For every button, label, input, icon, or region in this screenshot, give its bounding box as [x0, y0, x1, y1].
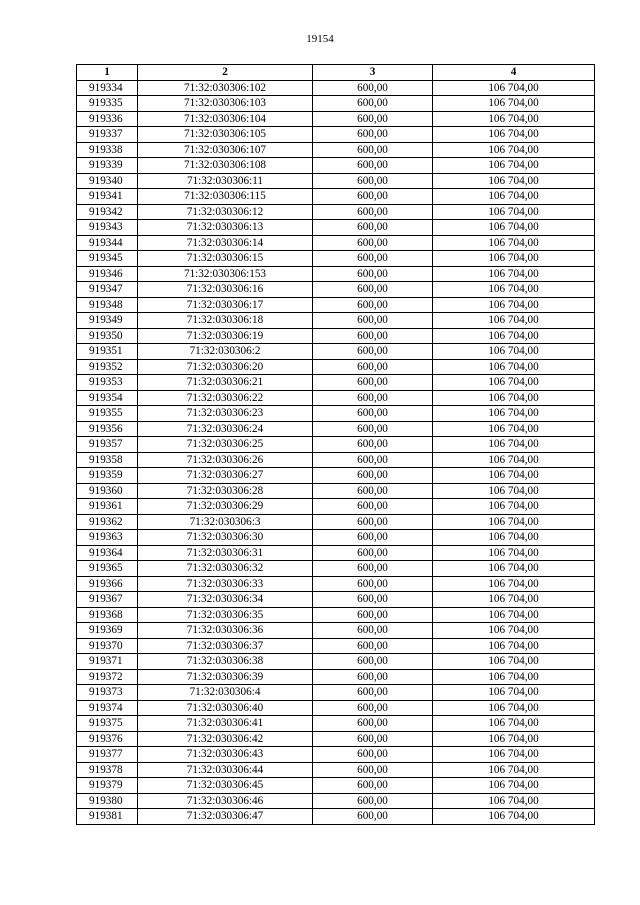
table-cell-col-2: 71:32:030306:45 — [138, 778, 313, 794]
table-cell-col-3: 600,00 — [313, 127, 433, 143]
table-cell-col-1: 919335 — [77, 96, 138, 112]
table-cell-col-3: 600,00 — [313, 793, 433, 809]
table-cell-col-3: 600,00 — [313, 220, 433, 236]
table-cell-col-4: 106 704,00 — [433, 251, 595, 267]
table-row — [77, 390, 595, 406]
table-cell-col-1: 919380 — [77, 793, 138, 809]
table-cell-col-4: 106 704,00 — [433, 173, 595, 189]
table-cell-col-2: 71:32:030306:24 — [138, 421, 313, 437]
table-cell-col-2: 71:32:030306:105 — [138, 127, 313, 143]
table-cell-col-2: 71:32:030306:103 — [138, 96, 313, 112]
table-cell-col-2: 71:32:030306:4 — [138, 685, 313, 701]
table-cell-col-2: 71:32:030306:15 — [138, 251, 313, 267]
table-row — [77, 561, 595, 577]
table-cell-col-4: 106 704,00 — [433, 669, 595, 685]
table-cell-col-2: 71:32:030306:38 — [138, 654, 313, 670]
table-cell-col-3: 600,00 — [313, 762, 433, 778]
table-cell-col-4: 106 704,00 — [433, 158, 595, 174]
table-cell-col-1: 919340 — [77, 173, 138, 189]
table-cell-col-4: 106 704,00 — [433, 80, 595, 96]
table-cell-col-4: 106 704,00 — [433, 344, 595, 360]
table-cell-col-3: 600,00 — [313, 623, 433, 639]
table-cell-col-2: 71:32:030306:153 — [138, 266, 313, 282]
table-cell-col-2: 71:32:030306:16 — [138, 282, 313, 298]
table-cell-col-1: 919369 — [77, 623, 138, 639]
table-cell-col-4: 106 704,00 — [433, 561, 595, 577]
table-cell-col-1: 919348 — [77, 297, 138, 313]
table-cell-col-2: 71:32:030306:33 — [138, 576, 313, 592]
table-cell-col-1: 919353 — [77, 375, 138, 391]
table-row — [77, 654, 595, 670]
table-cell-col-3: 600,00 — [313, 313, 433, 329]
table-row — [77, 96, 595, 112]
table-cell-col-3: 600,00 — [313, 189, 433, 205]
table-row — [77, 483, 595, 499]
header-row — [77, 65, 595, 81]
table-cell-col-1: 919343 — [77, 220, 138, 236]
table-row — [77, 80, 595, 96]
table-cell-col-4: 106 704,00 — [433, 189, 595, 205]
table-cell-col-1: 919364 — [77, 545, 138, 561]
table-row — [77, 545, 595, 561]
table-row — [77, 375, 595, 391]
table-cell-col-1: 919355 — [77, 406, 138, 422]
table-row — [77, 437, 595, 453]
table-cell-col-1: 919342 — [77, 204, 138, 220]
table-cell-col-4: 106 704,00 — [433, 406, 595, 422]
table-cell-col-4: 106 704,00 — [433, 638, 595, 654]
table-cell-col-3: 600,00 — [313, 375, 433, 391]
table-cell-col-4: 106 704,00 — [433, 127, 595, 143]
table-row — [77, 747, 595, 763]
table-cell-col-4: 106 704,00 — [433, 437, 595, 453]
table-cell-col-4: 106 704,00 — [433, 747, 595, 763]
table-cell-col-4: 106 704,00 — [433, 592, 595, 608]
table-cell-col-3: 600,00 — [313, 111, 433, 127]
table-row — [77, 344, 595, 360]
table-cell-col-4: 106 704,00 — [433, 282, 595, 298]
table-row — [77, 778, 595, 794]
table-cell-col-1: 919344 — [77, 235, 138, 251]
table-cell-col-4: 106 704,00 — [433, 313, 595, 329]
table-cell-col-2: 71:32:030306:12 — [138, 204, 313, 220]
column-header-3: 3 — [313, 65, 433, 81]
table-cell-col-4: 106 704,00 — [433, 235, 595, 251]
table-cell-col-1: 919336 — [77, 111, 138, 127]
column-header-2: 2 — [138, 65, 313, 81]
table-row — [77, 809, 595, 825]
table-cell-col-2: 71:32:030306:46 — [138, 793, 313, 809]
table-cell-col-2: 71:32:030306:104 — [138, 111, 313, 127]
table-cell-col-4: 106 704,00 — [433, 266, 595, 282]
table-cell-col-1: 919358 — [77, 452, 138, 468]
table-body — [77, 80, 595, 824]
table-cell-col-3: 600,00 — [313, 592, 433, 608]
table-cell-col-4: 106 704,00 — [433, 297, 595, 313]
table-cell-col-1: 919365 — [77, 561, 138, 577]
table-cell-col-4: 106 704,00 — [433, 530, 595, 546]
table-cell-col-1: 919354 — [77, 390, 138, 406]
table-cell-col-4: 106 704,00 — [433, 731, 595, 747]
table-cell-col-4: 106 704,00 — [433, 359, 595, 375]
table-cell-col-3: 600,00 — [313, 638, 433, 654]
table-cell-col-3: 600,00 — [313, 297, 433, 313]
table-cell-col-2: 71:32:030306:31 — [138, 545, 313, 561]
table-cell-col-4: 106 704,00 — [433, 111, 595, 127]
table-cell-col-3: 600,00 — [313, 328, 433, 344]
table-cell-col-3: 600,00 — [313, 483, 433, 499]
table-row — [77, 189, 595, 205]
table-cell-col-2: 71:32:030306:37 — [138, 638, 313, 654]
table-cell-col-3: 600,00 — [313, 530, 433, 546]
table-row — [77, 623, 595, 639]
table-cell-col-4: 106 704,00 — [433, 762, 595, 778]
table-row — [77, 685, 595, 701]
table-cell-col-4: 106 704,00 — [433, 654, 595, 670]
table-row — [77, 251, 595, 267]
table-cell-col-2: 71:32:030306:35 — [138, 607, 313, 623]
table-cell-col-1: 919371 — [77, 654, 138, 670]
table-cell-col-1: 919377 — [77, 747, 138, 763]
table-cell-col-4: 106 704,00 — [433, 514, 595, 530]
table-cell-col-4: 106 704,00 — [433, 809, 595, 825]
table-cell-col-3: 600,00 — [313, 266, 433, 282]
table-row — [77, 514, 595, 530]
table-cell-col-3: 600,00 — [313, 452, 433, 468]
table-cell-col-1: 919359 — [77, 468, 138, 484]
table-cell-col-1: 919337 — [77, 127, 138, 143]
table-row — [77, 328, 595, 344]
table-cell-col-3: 600,00 — [313, 685, 433, 701]
table-row — [77, 282, 595, 298]
table-cell-col-4: 106 704,00 — [433, 96, 595, 112]
table-cell-col-2: 71:32:030306:3 — [138, 514, 313, 530]
table-cell-col-4: 106 704,00 — [433, 716, 595, 732]
table-cell-col-1: 919372 — [77, 669, 138, 685]
column-header-4: 4 — [433, 65, 595, 81]
table-row — [77, 592, 595, 608]
table-cell-col-4: 106 704,00 — [433, 452, 595, 468]
table-cell-col-4: 106 704,00 — [433, 375, 595, 391]
table-row — [77, 762, 595, 778]
table-row — [77, 576, 595, 592]
table-cell-col-2: 71:32:030306:22 — [138, 390, 313, 406]
table-row — [77, 669, 595, 685]
table-cell-col-2: 71:32:030306:13 — [138, 220, 313, 236]
table-cell-col-1: 919357 — [77, 437, 138, 453]
table-cell-col-3: 600,00 — [313, 731, 433, 747]
table-cell-col-2: 71:32:030306:42 — [138, 731, 313, 747]
table-cell-col-2: 71:32:030306:34 — [138, 592, 313, 608]
page-number: 19154 — [306, 33, 334, 45]
table-cell-col-1: 919334 — [77, 80, 138, 96]
table-cell-col-3: 600,00 — [313, 778, 433, 794]
table-cell-col-1: 919352 — [77, 359, 138, 375]
table-header — [77, 65, 595, 81]
table-cell-col-2: 71:32:030306:36 — [138, 623, 313, 639]
table-cell-col-3: 600,00 — [313, 747, 433, 763]
table-cell-col-3: 600,00 — [313, 700, 433, 716]
table-cell-col-4: 106 704,00 — [433, 499, 595, 515]
table-cell-col-4: 106 704,00 — [433, 576, 595, 592]
table-row — [77, 313, 595, 329]
table-cell-col-3: 600,00 — [313, 173, 433, 189]
table-cell-col-3: 600,00 — [313, 406, 433, 422]
table-cell-col-2: 71:32:030306:27 — [138, 468, 313, 484]
table-cell-col-1: 919356 — [77, 421, 138, 437]
table-cell-col-2: 71:32:030306:115 — [138, 189, 313, 205]
table-cell-col-2: 71:32:030306:21 — [138, 375, 313, 391]
table-cell-col-2: 71:32:030306:47 — [138, 809, 313, 825]
table-cell-col-2: 71:32:030306:29 — [138, 499, 313, 515]
table-cell-col-4: 106 704,00 — [433, 142, 595, 158]
data-table — [76, 64, 595, 825]
table-row — [77, 530, 595, 546]
table-cell-col-2: 71:32:030306:44 — [138, 762, 313, 778]
table-cell-col-1: 919363 — [77, 530, 138, 546]
table-cell-col-2: 71:32:030306:30 — [138, 530, 313, 546]
table-cell-col-2: 71:32:030306:26 — [138, 452, 313, 468]
table-cell-col-4: 106 704,00 — [433, 390, 595, 406]
table-cell-col-3: 600,00 — [313, 251, 433, 267]
table-cell-col-2: 71:32:030306:43 — [138, 747, 313, 763]
table-cell-col-4: 106 704,00 — [433, 204, 595, 220]
table-cell-col-1: 919378 — [77, 762, 138, 778]
table-cell-col-2: 71:32:030306:28 — [138, 483, 313, 499]
table-cell-col-3: 600,00 — [313, 669, 433, 685]
table-cell-col-4: 106 704,00 — [433, 778, 595, 794]
table-cell-col-3: 600,00 — [313, 437, 433, 453]
table-cell-col-2: 71:32:030306:23 — [138, 406, 313, 422]
table-cell-col-3: 600,00 — [313, 80, 433, 96]
table-cell-col-3: 600,00 — [313, 158, 433, 174]
table-cell-col-4: 106 704,00 — [433, 468, 595, 484]
table-cell-col-3: 600,00 — [313, 390, 433, 406]
column-header-1: 1 — [77, 65, 138, 81]
table-row — [77, 158, 595, 174]
table-row — [77, 452, 595, 468]
table-row — [77, 235, 595, 251]
table-cell-col-4: 106 704,00 — [433, 545, 595, 561]
table-cell-col-1: 919362 — [77, 514, 138, 530]
table-cell-col-4: 106 704,00 — [433, 685, 595, 701]
table-cell-col-2: 71:32:030306:102 — [138, 80, 313, 96]
table-cell-col-4: 106 704,00 — [433, 220, 595, 236]
table-cell-col-3: 600,00 — [313, 499, 433, 515]
table-cell-col-3: 600,00 — [313, 654, 433, 670]
table-cell-col-3: 600,00 — [313, 282, 433, 298]
table-cell-col-3: 600,00 — [313, 809, 433, 825]
table-cell-col-1: 919338 — [77, 142, 138, 158]
table-cell-col-3: 600,00 — [313, 344, 433, 360]
table-cell-col-2: 71:32:030306:32 — [138, 561, 313, 577]
table-cell-col-3: 600,00 — [313, 561, 433, 577]
table-cell-col-4: 106 704,00 — [433, 483, 595, 499]
table-cell-col-2: 71:32:030306:20 — [138, 359, 313, 375]
table-row — [77, 266, 595, 282]
table-cell-col-3: 600,00 — [313, 514, 433, 530]
table-row — [77, 731, 595, 747]
table-cell-col-3: 600,00 — [313, 545, 433, 561]
table-cell-col-2: 71:32:030306:41 — [138, 716, 313, 732]
table-row — [77, 638, 595, 654]
table-cell-col-2: 71:32:030306:2 — [138, 344, 313, 360]
table-row — [77, 297, 595, 313]
table-cell-col-2: 71:32:030306:25 — [138, 437, 313, 453]
table-row — [77, 173, 595, 189]
table-cell-col-1: 919379 — [77, 778, 138, 794]
table-row — [77, 359, 595, 375]
table-row — [77, 607, 595, 623]
table-cell-col-1: 919370 — [77, 638, 138, 654]
table-cell-col-1: 919345 — [77, 251, 138, 267]
table-cell-col-2: 71:32:030306:108 — [138, 158, 313, 174]
table-row — [77, 204, 595, 220]
table-row — [77, 127, 595, 143]
table-cell-col-2: 71:32:030306:17 — [138, 297, 313, 313]
table-cell-col-4: 106 704,00 — [433, 328, 595, 344]
table-cell-col-2: 71:32:030306:40 — [138, 700, 313, 716]
table-cell-col-1: 919350 — [77, 328, 138, 344]
table-cell-col-2: 71:32:030306:14 — [138, 235, 313, 251]
table-cell-col-3: 600,00 — [313, 142, 433, 158]
table-cell-col-3: 600,00 — [313, 468, 433, 484]
table-row — [77, 700, 595, 716]
table-cell-col-1: 919341 — [77, 189, 138, 205]
table-cell-col-4: 106 704,00 — [433, 607, 595, 623]
table-cell-col-3: 600,00 — [313, 359, 433, 375]
table-cell-col-1: 919347 — [77, 282, 138, 298]
table-cell-col-3: 600,00 — [313, 607, 433, 623]
table-cell-col-4: 106 704,00 — [433, 700, 595, 716]
table-row — [77, 421, 595, 437]
table-cell-col-1: 919376 — [77, 731, 138, 747]
table-cell-col-4: 106 704,00 — [433, 793, 595, 809]
table-row — [77, 142, 595, 158]
table-cell-col-3: 600,00 — [313, 576, 433, 592]
table-row — [77, 499, 595, 515]
table-cell-col-1: 919375 — [77, 716, 138, 732]
table-cell-col-2: 71:32:030306:107 — [138, 142, 313, 158]
table-cell-col-1: 919351 — [77, 344, 138, 360]
table-cell-col-1: 919361 — [77, 499, 138, 515]
table-cell-col-1: 919360 — [77, 483, 138, 499]
table-cell-col-1: 919374 — [77, 700, 138, 716]
table-cell-col-1: 919367 — [77, 592, 138, 608]
table-cell-col-1: 919349 — [77, 313, 138, 329]
table-cell-col-2: 71:32:030306:19 — [138, 328, 313, 344]
table-row — [77, 716, 595, 732]
table-cell-col-1: 919339 — [77, 158, 138, 174]
table-row — [77, 220, 595, 236]
table-cell-col-1: 919346 — [77, 266, 138, 282]
table-cell-col-3: 600,00 — [313, 235, 433, 251]
table-cell-col-4: 106 704,00 — [433, 421, 595, 437]
table-row — [77, 111, 595, 127]
table-cell-col-1: 919373 — [77, 685, 138, 701]
table-cell-col-3: 600,00 — [313, 716, 433, 732]
table-cell-col-1: 919366 — [77, 576, 138, 592]
table-row — [77, 468, 595, 484]
table-cell-col-3: 600,00 — [313, 204, 433, 220]
table-cell-col-3: 600,00 — [313, 421, 433, 437]
table-cell-col-4: 106 704,00 — [433, 623, 595, 639]
table-cell-col-2: 71:32:030306:18 — [138, 313, 313, 329]
table-row — [77, 406, 595, 422]
table-cell-col-2: 71:32:030306:11 — [138, 173, 313, 189]
table-row — [77, 793, 595, 809]
table-cell-col-1: 919368 — [77, 607, 138, 623]
table-cell-col-1: 919381 — [77, 809, 138, 825]
table-cell-col-2: 71:32:030306:39 — [138, 669, 313, 685]
table-cell-col-3: 600,00 — [313, 96, 433, 112]
